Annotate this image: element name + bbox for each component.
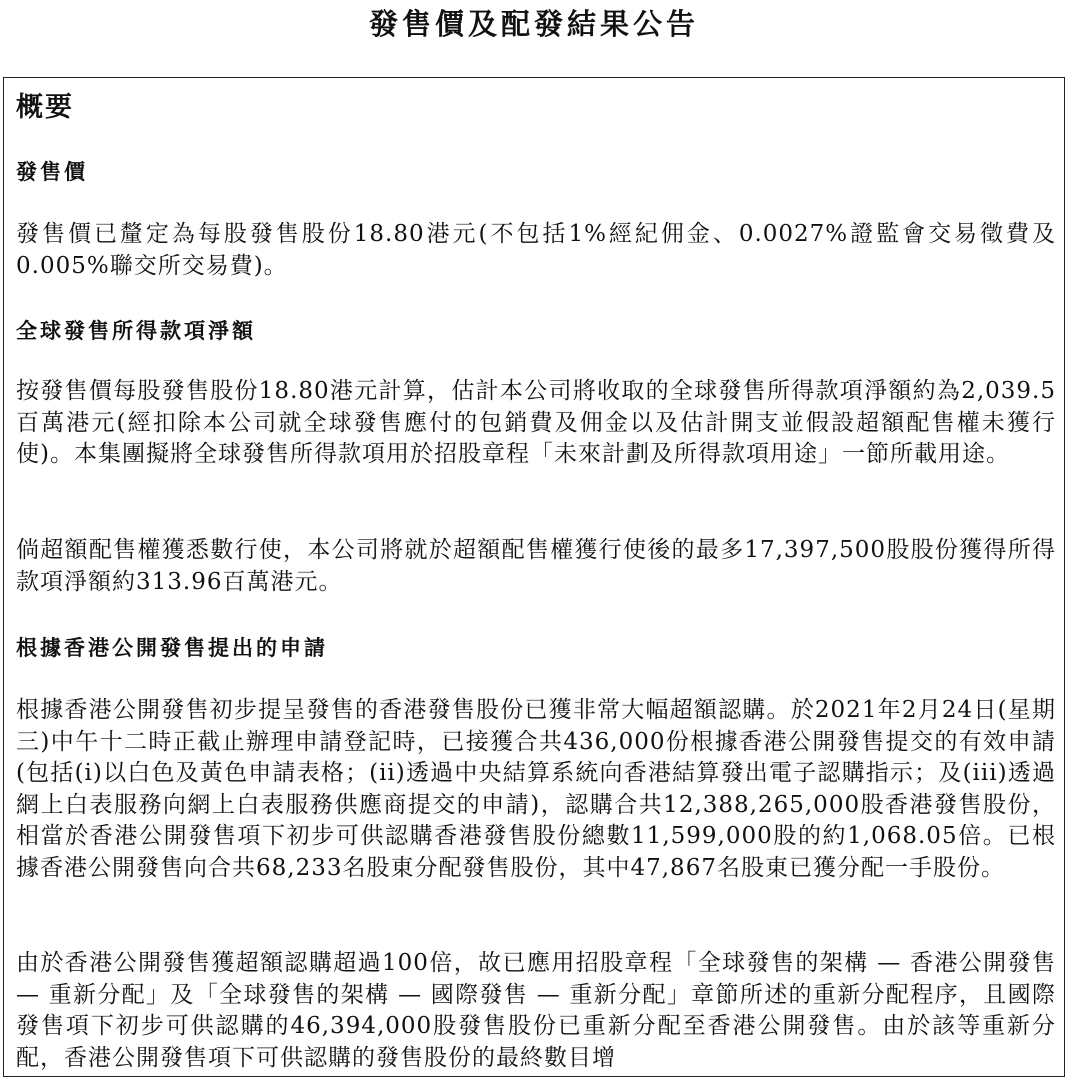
announcement-title: 發售價及配發結果公告 [368, 7, 699, 41]
section-heading-hk-public-offering: 根據香港公開發售提出的申請 [16, 636, 328, 660]
section-heading-offer-price: 發售價 [16, 160, 88, 184]
section-heading-net-proceeds: 全球發售所得款項淨額 [16, 319, 256, 343]
paragraph-over-allotment: 倘超額配售權獲悉數行使，本公司將就於超額配售權獲行使後的最多17,397,500股股份獲得所得款項淨額約313.96百萬港元。 [16, 537, 1056, 595]
paragraph-offer-price: 發售價已釐定為每股發售股份18.80港元(不包括1%經紀佣金、0.0027%證監會交易徵費及0.005%聯交所交易費)。 [16, 221, 1056, 279]
paragraph-reallocation: 由於香港公開發售獲超額認購超過100倍，故已應用招股章程「全球發售的架構 — 香港公開發售 — 重新分配」及「全球發售的架構 — 國際發售 — 重新分配」章節所述的重新分配程序，且國際發售項下初步可供認購的46,394,000股發售股份已重新分配至香港公開發售。由於該等重新分配，香港公開發售項下可供認購的發售股份的最終數目增 [16, 950, 1056, 1071]
paragraph-net-proceeds: 按發售價每股發售股份18.80港元計算，估計本公司將收取的全球發售所得款項淨額約為2,039.5百萬港元(經扣除本公司就全球發售應付的包銷費及佣金以及估計開支並假設超額配售權未獲行使)。本集團擬將全球發售所得款項用於招股章程「未來計劃及所得款項用途」一節所載用途。 [16, 378, 1056, 467]
summary-heading: 概要 [16, 92, 74, 123]
paragraph-applications: 根據香港公開發售初步提呈發售的香港發售股份已獲非常大幅超額認購。於2021年2月24日(星期三)中午十二時正截止辦理申請登記時，已接獲合共436,000份根據香港公開發售提交的有效申請(包括(i)以白色及黃色申請表格；(ii)透過中央結算系統向香港結算發出電子認購指示；及(iii)透過網上白表服務向網上白表服務供應商提交的申請)，認購合共12,388,265,000股香港發售股份，相當於香港公開發售項下初步可供認購香港發售股份總數11,599,000股的約1,068.05倍。已根據香港公開發售向合共68,233名股東分配發售股份，其中47,867名股東已獲分配一手股份。 [16, 697, 1056, 881]
